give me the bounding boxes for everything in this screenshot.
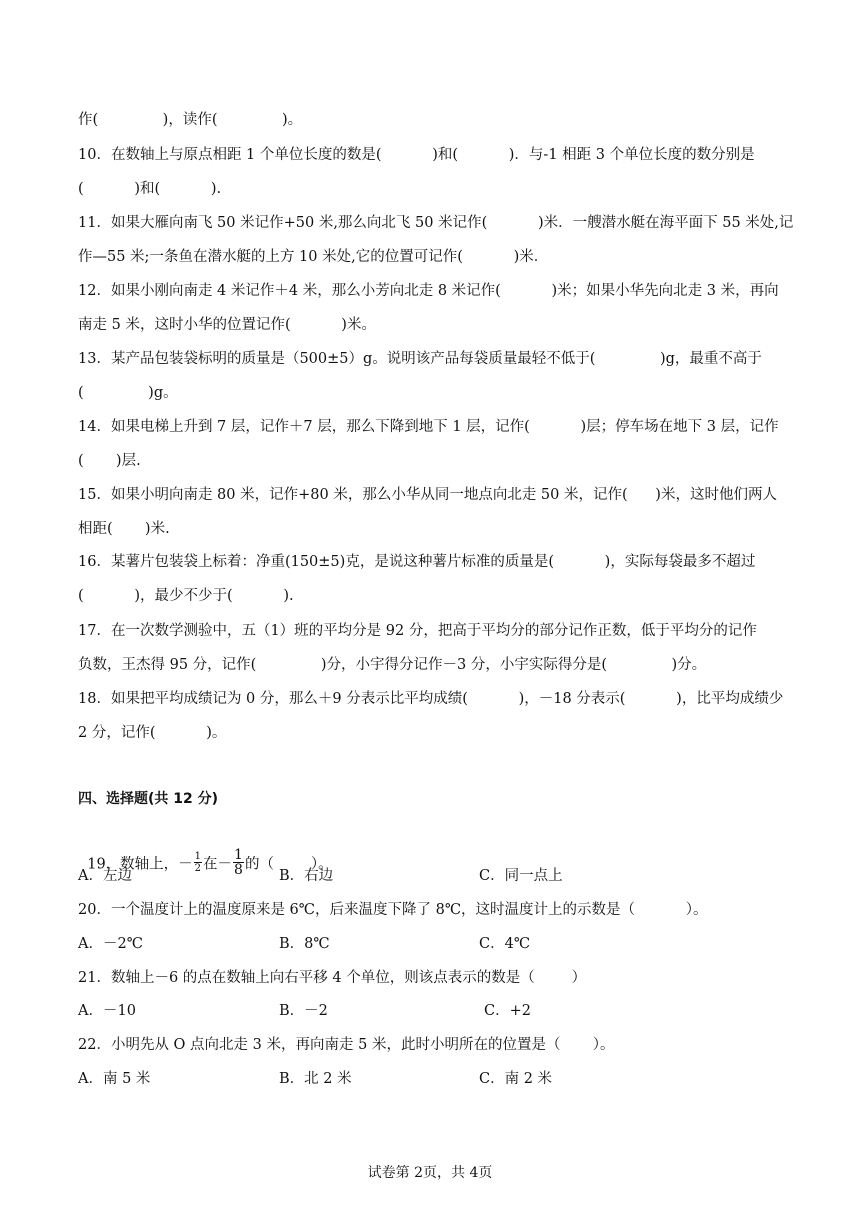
- question-18-line-1: 18．如果把平均成绩记为 0 分，那么＋9 分表示比平均成绩( )，－18 分表示( )，比平均成绩少: [78, 691, 784, 707]
- q19-option-a[interactable]: A．左边: [78, 868, 132, 884]
- q21-option-b[interactable]: B．－2: [279, 1003, 328, 1019]
- question-10-line-1: 10．在数轴上与原点相距 1 个单位长度的数是( )和( )．与-1 相距 3 个单位长度的数分别是: [78, 147, 755, 163]
- fraction-numerator: 1: [194, 851, 202, 862]
- section-4-heading: 四、选择题(共 12 分): [78, 791, 219, 807]
- q21-option-a[interactable]: A．－10: [78, 1003, 136, 1019]
- question-14-line-1: 14．如果电梯上升到 7 层，记作＋7 层，那么下降到地下 1 层，记作( )层；停车场在地下 3 层，记作: [78, 419, 779, 435]
- page-footer: 试卷第 2页，共 4页: [367, 1165, 493, 1181]
- question-15-line-2: 相距( )米.: [78, 521, 170, 537]
- q22-option-b[interactable]: B．北 2 米: [279, 1071, 352, 1087]
- fraction-denominator: 2: [194, 863, 202, 874]
- q20-option-b[interactable]: B．8℃: [279, 936, 330, 952]
- question-14-line-2: ( )层.: [78, 453, 141, 469]
- fraction-one-half: [194, 851, 202, 874]
- fraction-numerator: 1: [234, 847, 243, 863]
- question-19-mid: 在－: [203, 856, 233, 873]
- question-11-line-2: 作—55 米;一条鱼在潜水艇的上方 10 米处,它的位置可记作( )米．: [78, 249, 549, 265]
- question-16-line-1: 16．某薯片包装袋上标着：净重(150±5)克，是说这种薯片标准的质量是( )，实际每袋最多不超过: [78, 554, 756, 570]
- question-15-line-1: 15．如果小明向南走 80 米，记作+80 米，那么小华从同一地点向北走 50 米，记作( )米，这时他们两人: [78, 487, 777, 503]
- question-17-line-2: 负数，王杰得 95 分，记作( )分，小宇得分记作－3 分，小宇实际得分是( )分。: [78, 657, 707, 673]
- question-11-line-1: 11．如果大雁向南飞 50 米记作+50 米,那么向北飞 50 米记作( )米．一艘潜水艇在海平面下 55 米处,记: [78, 215, 794, 231]
- fraction-one-eighth: [233, 848, 244, 877]
- fraction-denominator: 8: [234, 862, 243, 878]
- question-21-stem: 21．数轴上－6 的点在数轴上向右平移 4 个单位，则该点表示的数是（ ）: [78, 970, 587, 986]
- q21-option-c[interactable]: C．+2: [484, 1003, 531, 1019]
- question-16-line-2: ( )，最少不少于( ).: [78, 588, 294, 604]
- question-17-line-1: 17．在一次数学测验中，五（1）班的平均分是 92 分，把高于平均分的部分记作正数，低于平均分的记作: [78, 623, 757, 639]
- question-18-line-2: 2 分，记作( )。: [78, 725, 227, 741]
- question-13-line-1: 13．某产品包装袋标明的质量是（500±5）g。说明该产品每袋质量最轻不低于( )g，最重不高于: [78, 351, 762, 367]
- q20-option-c[interactable]: C．4℃: [479, 936, 531, 952]
- q19-option-c[interactable]: C．同一点上: [479, 868, 563, 884]
- question-12-line-1: 12．如果小刚向南走 4 米记作＋4 米，那么小芳向北走 8 米记作( )米；如果小华先向北走 3 米，再向: [78, 283, 779, 299]
- question-19-suffix: 的（ ）。: [244, 856, 333, 873]
- question-22-stem: 22．小明先从 O 点向北走 3 米，再向南走 5 米，此时小明所在的位置是（ ）。: [78, 1037, 615, 1053]
- question-19-prefix: 19．数轴上，－: [87, 856, 193, 873]
- question-20-stem: 20．一个温度计上的温度原来是 6℃，后来温度下降了 8℃，这时温度计上的示数是（ ）。: [78, 902, 708, 918]
- question-13-line-2: ( )g。: [78, 385, 178, 401]
- q22-option-a[interactable]: A．南 5 米: [78, 1071, 151, 1087]
- question-12-line-2: 南走 5 米，这时小华的位置记作( )米。: [78, 317, 376, 333]
- q20-option-a[interactable]: A．－2℃: [78, 936, 143, 952]
- question-10-line-2: ( )和( ).: [78, 181, 222, 197]
- q22-option-c[interactable]: C．南 2 米: [479, 1071, 553, 1087]
- q19-option-b[interactable]: B．右边: [279, 868, 334, 884]
- question-9-continuation: 作( )，读作( )。: [78, 112, 303, 128]
